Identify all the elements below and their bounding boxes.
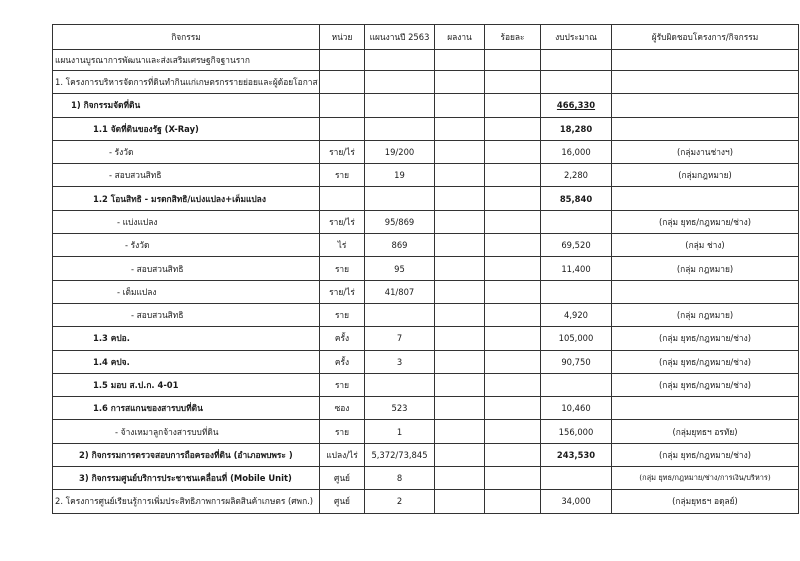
table-row — [53, 164, 799, 187]
table-row — [53, 140, 799, 163]
table-row — [53, 94, 799, 117]
activity-cell: 2) กิจกรรมการตรวจสอบการถือครองที่ดิน (อำเภอพบพระ ) — [53, 443, 320, 466]
activity-cell: 3) กิจกรรมศูนย์บริการประชาชนเคลื่อนที่ (Mobile Unit) — [53, 467, 320, 490]
activity-cell: 1) กิจกรรมจัดที่ดิน — [53, 94, 320, 117]
result-cell — [435, 164, 485, 187]
activity-cell: - รังวัด — [53, 140, 320, 163]
activity-cell: 1.5 มอบ ส.ป.ก. 4-01 — [53, 373, 320, 396]
activity-cell: - แบ่งแปลง — [53, 210, 320, 233]
percent-cell — [485, 140, 541, 163]
unit-cell — [320, 71, 365, 94]
result-cell — [435, 50, 485, 71]
budget-cell: 4,920 — [541, 303, 612, 326]
budget-cell — [541, 467, 612, 490]
owner-cell: (กลุ่ม ยุทธ/กฎหมาย/ช่าง) — [612, 373, 799, 396]
result-cell — [435, 350, 485, 373]
plan-cell: 95 — [365, 257, 435, 280]
plan-cell — [365, 71, 435, 94]
unit-cell: ราย — [320, 303, 365, 326]
percent-cell — [485, 327, 541, 350]
owner-cell — [612, 117, 799, 140]
percent-cell — [485, 94, 541, 117]
table-row — [53, 187, 799, 210]
result-cell — [435, 397, 485, 420]
owner-cell: (กลุ่ม ยุทธ/กฎหมาย/ช่าง/การเงิน/บริหาร) — [612, 467, 799, 490]
plan-cell — [365, 303, 435, 326]
table-row — [53, 257, 799, 280]
plan-cell: 3 — [365, 350, 435, 373]
budget-cell: 11,400 — [541, 257, 612, 280]
table-row — [53, 280, 799, 303]
budget-cell: 10,460 — [541, 397, 612, 420]
table-row — [53, 71, 799, 94]
owner-cell: (กลุ่ม ยุทธ/กฎหมาย/ช่าง) — [612, 350, 799, 373]
unit-cell: ราย/ไร่ — [320, 140, 365, 163]
owner-cell: (กลุ่มยุทธฯ อรทัย) — [612, 420, 799, 443]
result-cell — [435, 71, 485, 94]
unit-cell — [320, 50, 365, 71]
plan-cell — [365, 117, 435, 140]
table-row — [53, 350, 799, 373]
percent-cell — [485, 443, 541, 466]
owner-cell: (กลุ่ม กฎหมาย) — [612, 303, 799, 326]
owner-cell: (กลุ่มงานช่างฯ) — [612, 140, 799, 163]
owner-cell: (กลุ่มยุทธฯ อดุลย์) — [612, 490, 799, 513]
owner-cell: (กลุ่ม กฎหมาย) — [612, 257, 799, 280]
owner-cell — [612, 280, 799, 303]
table-row — [53, 303, 799, 326]
budget-cell — [541, 50, 612, 71]
unit-cell: แปลง/ไร่ — [320, 443, 365, 466]
plan-cell — [365, 187, 435, 210]
budget-cell: 69,520 — [541, 234, 612, 257]
owner-cell — [612, 94, 799, 117]
unit-cell: ครั้ง — [320, 350, 365, 373]
header-row — [53, 25, 799, 50]
percent-cell — [485, 280, 541, 303]
activity-cell: - เต็มแปลง — [53, 280, 320, 303]
table-row — [53, 234, 799, 257]
table-row — [53, 443, 799, 466]
header-owner: ผู้รับผิดชอบโครงการ/กิจกรรม — [612, 25, 799, 50]
budget-cell — [541, 280, 612, 303]
owner-cell: (กลุ่ม ช่าง) — [612, 234, 799, 257]
result-cell — [435, 94, 485, 117]
owner-cell: (กลุ่ม ยุทธ/กฎหมาย/ช่าง) — [612, 443, 799, 466]
activity-cell: - สอบสวนสิทธิ — [53, 303, 320, 326]
plan-cell: 41/807 — [365, 280, 435, 303]
percent-cell — [485, 303, 541, 326]
result-cell — [435, 490, 485, 513]
activity-cell: - รังวัด — [53, 234, 320, 257]
percent-cell — [485, 257, 541, 280]
percent-cell — [485, 117, 541, 140]
unit-cell: ราย — [320, 164, 365, 187]
unit-cell: ศูนย์ — [320, 467, 365, 490]
owner-cell: (กลุ่ม ยุทธ/กฎหมาย/ช่าง) — [612, 210, 799, 233]
budget-cell: 85,840 — [541, 187, 612, 210]
activity-cell: 1.3 คปอ. — [53, 327, 320, 350]
percent-cell — [485, 350, 541, 373]
plan-cell: 869 — [365, 234, 435, 257]
plan-cell — [365, 50, 435, 71]
owner-cell: (กลุ่ม ยุทธ/กฎหมาย/ช่าง) — [612, 327, 799, 350]
result-cell — [435, 420, 485, 443]
plan-cell: 8 — [365, 467, 435, 490]
percent-cell — [485, 71, 541, 94]
plan-cell: 2 — [365, 490, 435, 513]
unit-cell: ศูนย์ — [320, 490, 365, 513]
percent-cell — [485, 50, 541, 71]
unit-cell: ครั้ง — [320, 327, 365, 350]
budget-cell: 105,000 — [541, 327, 612, 350]
unit-cell — [320, 187, 365, 210]
result-cell — [435, 373, 485, 396]
budget-cell: 243,530 — [541, 443, 612, 466]
table-row — [53, 420, 799, 443]
table-row — [53, 467, 799, 490]
budget-cell: 18,280 — [541, 117, 612, 140]
budget-cell: 34,000 — [541, 490, 612, 513]
result-cell — [435, 234, 485, 257]
percent-cell — [485, 490, 541, 513]
activity-cell: 1.6 การสแกนของสารบบที่ดิน — [53, 397, 320, 420]
owner-cell — [612, 50, 799, 71]
activity-cell: 1.2 โอนสิทธิ - มรดกสิทธิ/แบ่งแปลง+เต็มแปลง — [53, 187, 320, 210]
percent-cell — [485, 234, 541, 257]
activity-budget-table — [52, 24, 799, 514]
activity-cell: - จ้างเหมาลูกจ้างสารบบที่ดิน — [53, 420, 320, 443]
result-cell — [435, 443, 485, 466]
table-row — [53, 327, 799, 350]
header-plan: แผนงานปี 2563 — [365, 25, 435, 50]
budget-cell: 156,000 — [541, 420, 612, 443]
activity-cell: แผนงานบูรณาการพัฒนาและส่งเสริมเศรษฐกิจฐานราก — [53, 50, 320, 71]
activity-cell: 1.4 คปจ. — [53, 350, 320, 373]
owner-cell: (กลุ่มกฎหมาย) — [612, 164, 799, 187]
percent-cell — [485, 467, 541, 490]
budget-cell — [541, 210, 612, 233]
unit-cell: ไร่ — [320, 234, 365, 257]
unit-cell — [320, 94, 365, 117]
table-row — [53, 117, 799, 140]
activity-cell: - สอบสวนสิทธิ — [53, 164, 320, 187]
plan-cell: 19 — [365, 164, 435, 187]
owner-cell — [612, 397, 799, 420]
plan-cell: 1 — [365, 420, 435, 443]
activity-cell: - สอบสวนสิทธิ — [53, 257, 320, 280]
result-cell — [435, 257, 485, 280]
budget-cell — [541, 71, 612, 94]
unit-cell: ราย — [320, 420, 365, 443]
result-cell — [435, 280, 485, 303]
percent-cell — [485, 397, 541, 420]
budget-cell: 90,750 — [541, 350, 612, 373]
budget-cell — [541, 373, 612, 396]
header-activity: กิจกรรม — [53, 25, 320, 50]
percent-cell — [485, 187, 541, 210]
budget-cell: 466,330 — [541, 94, 612, 117]
table-row — [53, 50, 799, 71]
unit-cell — [320, 117, 365, 140]
result-cell — [435, 187, 485, 210]
activity-cell: 2. โครงการศูนย์เรียนรู้การเพิ่มประสิทธิภาพการผลิตสินค้าเกษตร (ศพก.) — [53, 490, 320, 513]
plan-cell: 7 — [365, 327, 435, 350]
plan-cell: 523 — [365, 397, 435, 420]
owner-cell — [612, 187, 799, 210]
budget-cell: 2,280 — [541, 164, 612, 187]
plan-cell — [365, 94, 435, 117]
result-cell — [435, 327, 485, 350]
budget-cell: 16,000 — [541, 140, 612, 163]
percent-cell — [485, 420, 541, 443]
unit-cell: ราย — [320, 257, 365, 280]
plan-cell — [365, 373, 435, 396]
activity-cell: 1. โครงการบริหารจัดการที่ดินทำกินแก่เกษตรกรรายย่อยและผู้ด้อยโอกาส — [53, 71, 320, 94]
percent-cell — [485, 164, 541, 187]
result-cell — [435, 210, 485, 233]
header-budget: งบประมาณ — [541, 25, 612, 50]
percent-cell — [485, 373, 541, 396]
plan-cell: 95/869 — [365, 210, 435, 233]
table-row — [53, 373, 799, 396]
result-cell — [435, 303, 485, 326]
result-cell — [435, 467, 485, 490]
table-row — [53, 210, 799, 233]
unit-cell: ราย/ไร่ — [320, 280, 365, 303]
unit-cell: ราย — [320, 373, 365, 396]
table-row — [53, 397, 799, 420]
header-percent: ร้อยละ — [485, 25, 541, 50]
result-cell — [435, 140, 485, 163]
unit-cell: ราย/ไร่ — [320, 210, 365, 233]
activity-cell: 1.1 จัดที่ดินของรัฐ (X-Ray) — [53, 117, 320, 140]
percent-cell — [485, 210, 541, 233]
owner-cell — [612, 71, 799, 94]
table-row — [53, 490, 799, 513]
header-unit: หน่วย — [320, 25, 365, 50]
header-result: ผลงาน — [435, 25, 485, 50]
unit-cell: ซอง — [320, 397, 365, 420]
plan-cell: 5,372/73,845 — [365, 443, 435, 466]
result-cell — [435, 117, 485, 140]
plan-cell: 19/200 — [365, 140, 435, 163]
